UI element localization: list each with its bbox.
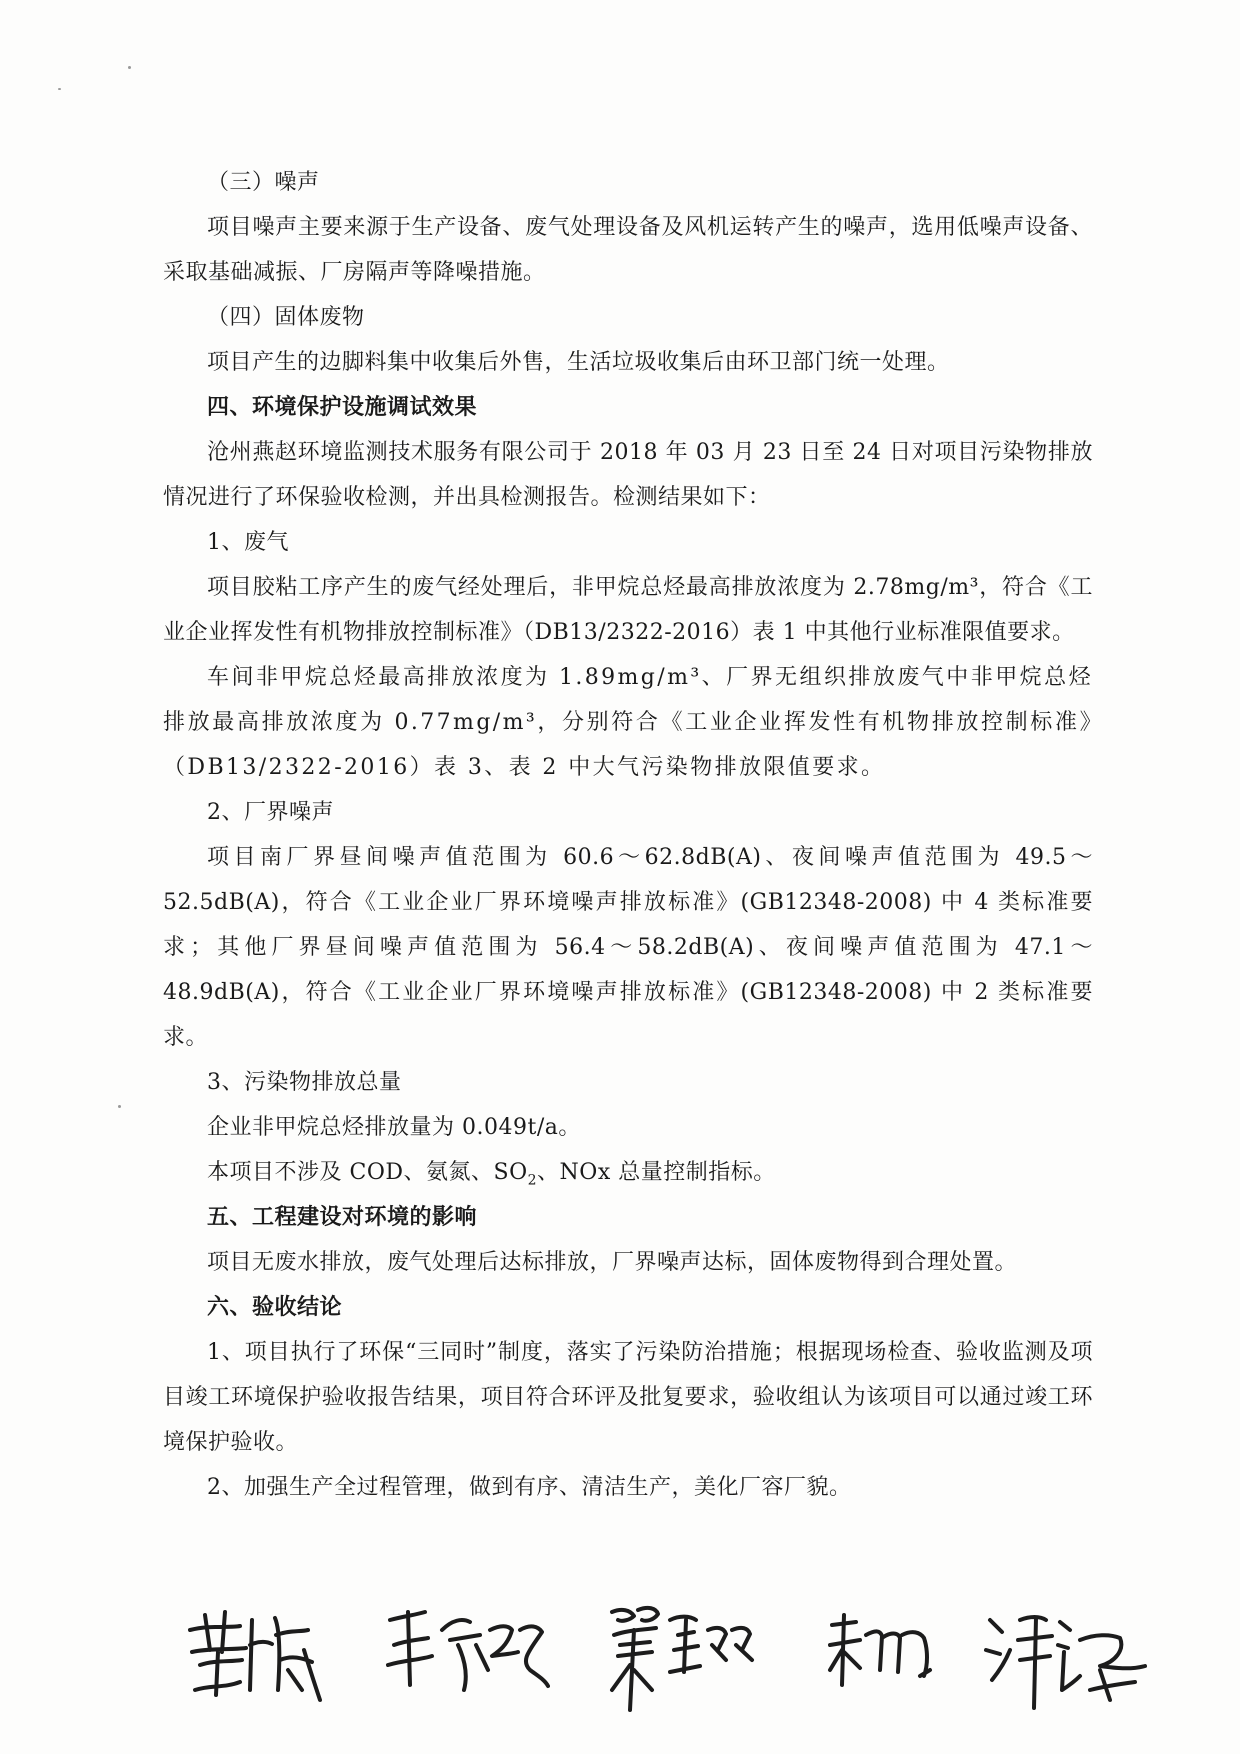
section-heading-environmental-impact: 五、工程建设对环境的影响 [207,1204,478,1230]
so2-subscript: 2 [527,1172,538,1189]
scan-speck [128,66,131,69]
scan-speck [58,88,61,90]
subheading-total-emissions: 3、污染物排放总量 [207,1070,402,1095]
paragraph-waste-gas-organized: 项目胶粘工序产生的废气经处理后，非甲烷总烃最高排放浓度为 2.78mg/m³，符合《工业企业挥发性有机物排放控制标准》（DB13/2322-2016）表 1 中其他行业标准限值要求。 [163,575,1093,645]
text-before-so2: 本项目不涉及 COD、氨氮、SO [207,1160,528,1185]
paragraph-environmental-impact: 项目无废水排放，废气处理后达标排放，厂界噪声达标，固体废物得到合理处置。 [207,1250,1018,1275]
text-after-so2: 、NOx 总量控制指标。 [537,1160,776,1185]
paragraph-total-control-indicators [163,1150,1093,1195]
subheading-waste-gas: 1、废气 [207,530,289,555]
paragraph-noise-sources: 项目噪声主要来源于生产设备、废气处理设备及风机运转产生的噪声，选用低噪声设备、采取基础减振、厂房隔声等降噪措施。 [163,215,1093,285]
paragraph-boundary-noise: 项目南厂界昼间噪声值范围为 60.6～62.8dB(A)、夜间噪声值范围为 49.5～52.5dB(A)，符合《工业企业厂界环境噪声排放标准》(GB12348-2008) 中 4 类标准要求；其他厂界昼间噪声值范围为 56.4～58.2dB(A)、夜间噪声值范围为 47.1～48.9dB(A)，符合《工业企业厂界环境噪声排放标准》(GB12348-2008) 中 2 类标准要求。 [163,845,1093,1050]
signature-3 [600,1590,760,1720]
section-heading-noise: （三）噪声 [207,170,320,195]
subheading-boundary-noise: 2、厂界噪声 [207,800,334,825]
signature-5 [980,1590,1150,1720]
signature-2 [380,1590,550,1720]
paragraph-conclusion-1: 1、项目执行了环保“三同时”制度，落实了污染防治措施；根据现场检查、验收监测及项目竣工环境保护验收报告结果，项目符合环评及批复要求，验收组认为该项目可以通过竣工环境保护验收。 [163,1340,1093,1455]
signature-row [180,1590,1160,1720]
scan-speck [118,1105,121,1108]
paragraph-monitoring-intro: 沧州燕赵环境监测技术服务有限公司于 2018 年 03 月 23 日至 24 日对项目污染物排放情况进行了环保验收检测，并出具检测报告。检测结果如下： [163,440,1093,510]
signature-1 [180,1590,330,1720]
paragraph-nmhc-total: 企业非甲烷总烃排放量为 0.049t/a。 [207,1115,581,1140]
paragraph-waste-gas-unorganized: 车间非甲烷总烃最高排放浓度为 1.89mg/m³、厂界无组织排放废气中非甲烷总烃排放最高排放浓度为 0.77mg/m³，分别符合《工业企业挥发性有机物排放控制标准》（DB13/2322-2016）表 3、表 2 中大气污染物排放限值要求。 [163,665,1093,780]
paragraph-conclusion-2: 2、加强生产全过程管理，做到有序、清洁生产，美化厂容厂貌。 [207,1475,852,1500]
signature-4 [820,1590,940,1720]
section-heading-commissioning-results: 四、环境保护设施调试效果 [207,394,478,420]
document-body [163,160,1093,1510]
section-heading-solid-waste: （四）固体废物 [207,305,365,330]
section-heading-conclusion: 六、验收结论 [207,1294,343,1320]
paragraph-solid-waste: 项目产生的边脚料集中收集后外售，生活垃圾收集后由环卫部门统一处理。 [207,350,950,375]
